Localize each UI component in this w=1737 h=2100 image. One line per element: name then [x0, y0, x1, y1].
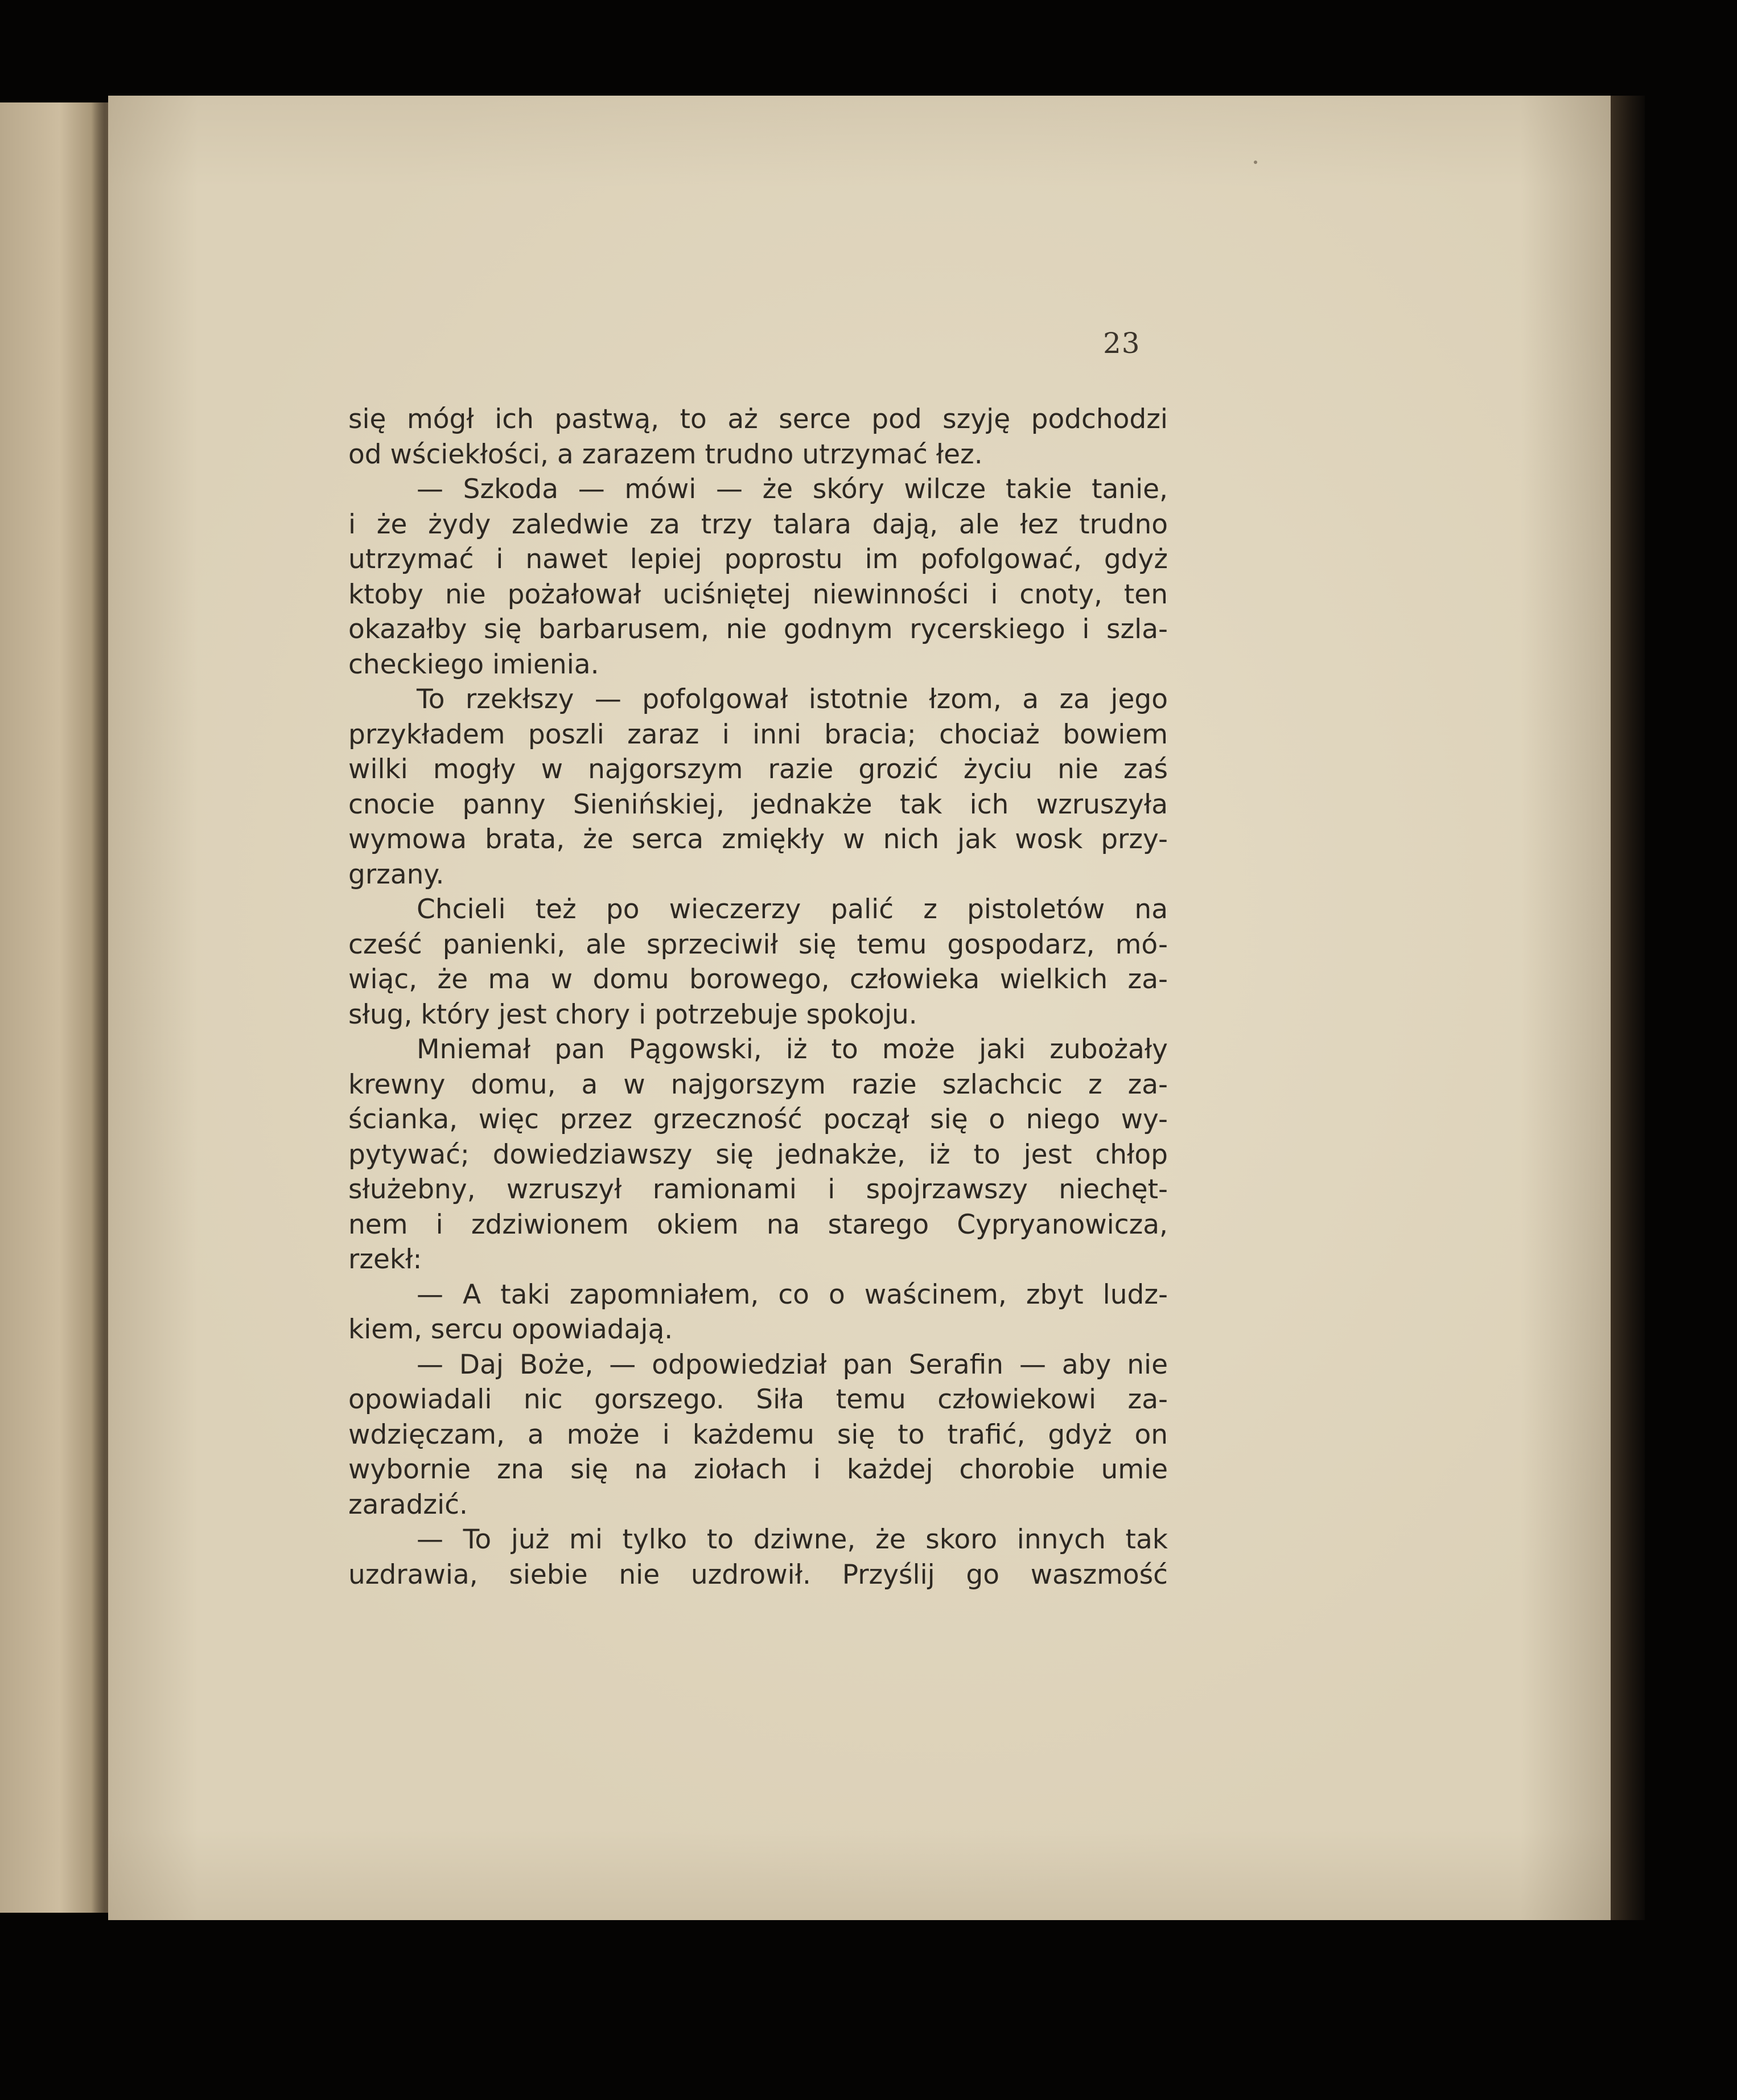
text-line: służebny, wzruszył ramionami i spojrzawszy niechęt- [348, 1174, 1168, 1205]
text-line: — Szkoda — mówi — że skóry wilcze takie tanie, [417, 474, 1168, 505]
text-line: się mógł ich pastwą, to aż serce pod szyję podchodzi [348, 404, 1168, 435]
text-line: Chcieli też po wieczerzy palić z pistoletów na [417, 894, 1168, 925]
text-line: pytywać; dowiedziawszy się jednakże, iż to jest chłop [348, 1139, 1168, 1170]
text-line: Mniemał pan Pągowski, iż to może jaki zubożały [417, 1034, 1168, 1065]
text-line: wdzięczam, a może i każdemu się to trafić, gdyż on [348, 1419, 1168, 1450]
text-line: nem i zdziwionem okiem na starego Cypryanowicza, [348, 1209, 1168, 1240]
text-line: kiem, sercu opowiadają. [348, 1314, 673, 1345]
text-line: wymowa brata, że serca zmiękły w nich jak wosk przy- [348, 824, 1168, 855]
text-line: uzdrawia, siebie nie uzdrowił. Przyślij go waszmość [348, 1559, 1168, 1591]
body-text [348, 402, 1168, 1592]
cover-edge [1611, 96, 1645, 1920]
text-line: od wściekłości, a zarazem trudno utrzymać łez. [348, 438, 983, 470]
text-line: checkiego imienia. [348, 648, 599, 680]
text-line: wiąc, że ma w domu borowego, człowieka wielkich za- [348, 964, 1168, 995]
text-line: rzekł: [348, 1244, 422, 1275]
text-line: ktoby nie pożałował uciśniętej niewinności i cnoty, ten [348, 578, 1168, 610]
paper-speck [1254, 161, 1257, 164]
text-line: wilki mogły w najgorszym razie grozić życiu nie zaś [348, 754, 1168, 785]
text-line: — To już mi tylko to dziwne, że skoro innych tak [417, 1524, 1168, 1555]
text-line: — Daj Boże, — odpowiedział pan Serafin — aby nie [417, 1349, 1168, 1380]
text-line: zaradzić. [348, 1489, 468, 1520]
text-line: wybornie zna się na ziołach i każdej chorobie umie [348, 1454, 1168, 1485]
text-line: okazałby się barbarusem, nie godnym rycerskiego i szla- [348, 614, 1168, 645]
text-line: To rzekłszy — pofolgował istotnie łzom, a za jego [417, 684, 1168, 715]
text-line: ścianka, więc przez grzeczność począł się o niego wy- [348, 1104, 1168, 1135]
text-line: opowiadali nic gorszego. Siła temu człowiekowi za- [348, 1384, 1168, 1415]
text-line: przykładem poszli zaraz i inni bracia; chociaż bowiem [348, 718, 1168, 750]
text-line: sług, który jest chory i potrzebuje spokoju. [348, 998, 917, 1030]
text-line: cześć panienki, ale sprzeciwił się temu gospodarz, mó- [348, 928, 1168, 960]
text-line: utrzymać i nawet lepiej poprostu im pofolgować, gdyż [348, 544, 1168, 575]
text-line: i że żydy zaledwie za trzy talara dają, ale łez trudno [348, 508, 1168, 540]
page-number: 23 [1103, 327, 1141, 360]
text-line: krewny domu, a w najgorszym razie szlachcic z za- [348, 1069, 1168, 1100]
text-line: — A taki zapomniałem, co o waścinem, zbyt ludz- [417, 1279, 1168, 1310]
text-line: grzany. [348, 858, 444, 890]
text-line: cnocie panny Sienińskiej, jednakże tak ich wzruszyła [348, 788, 1168, 820]
